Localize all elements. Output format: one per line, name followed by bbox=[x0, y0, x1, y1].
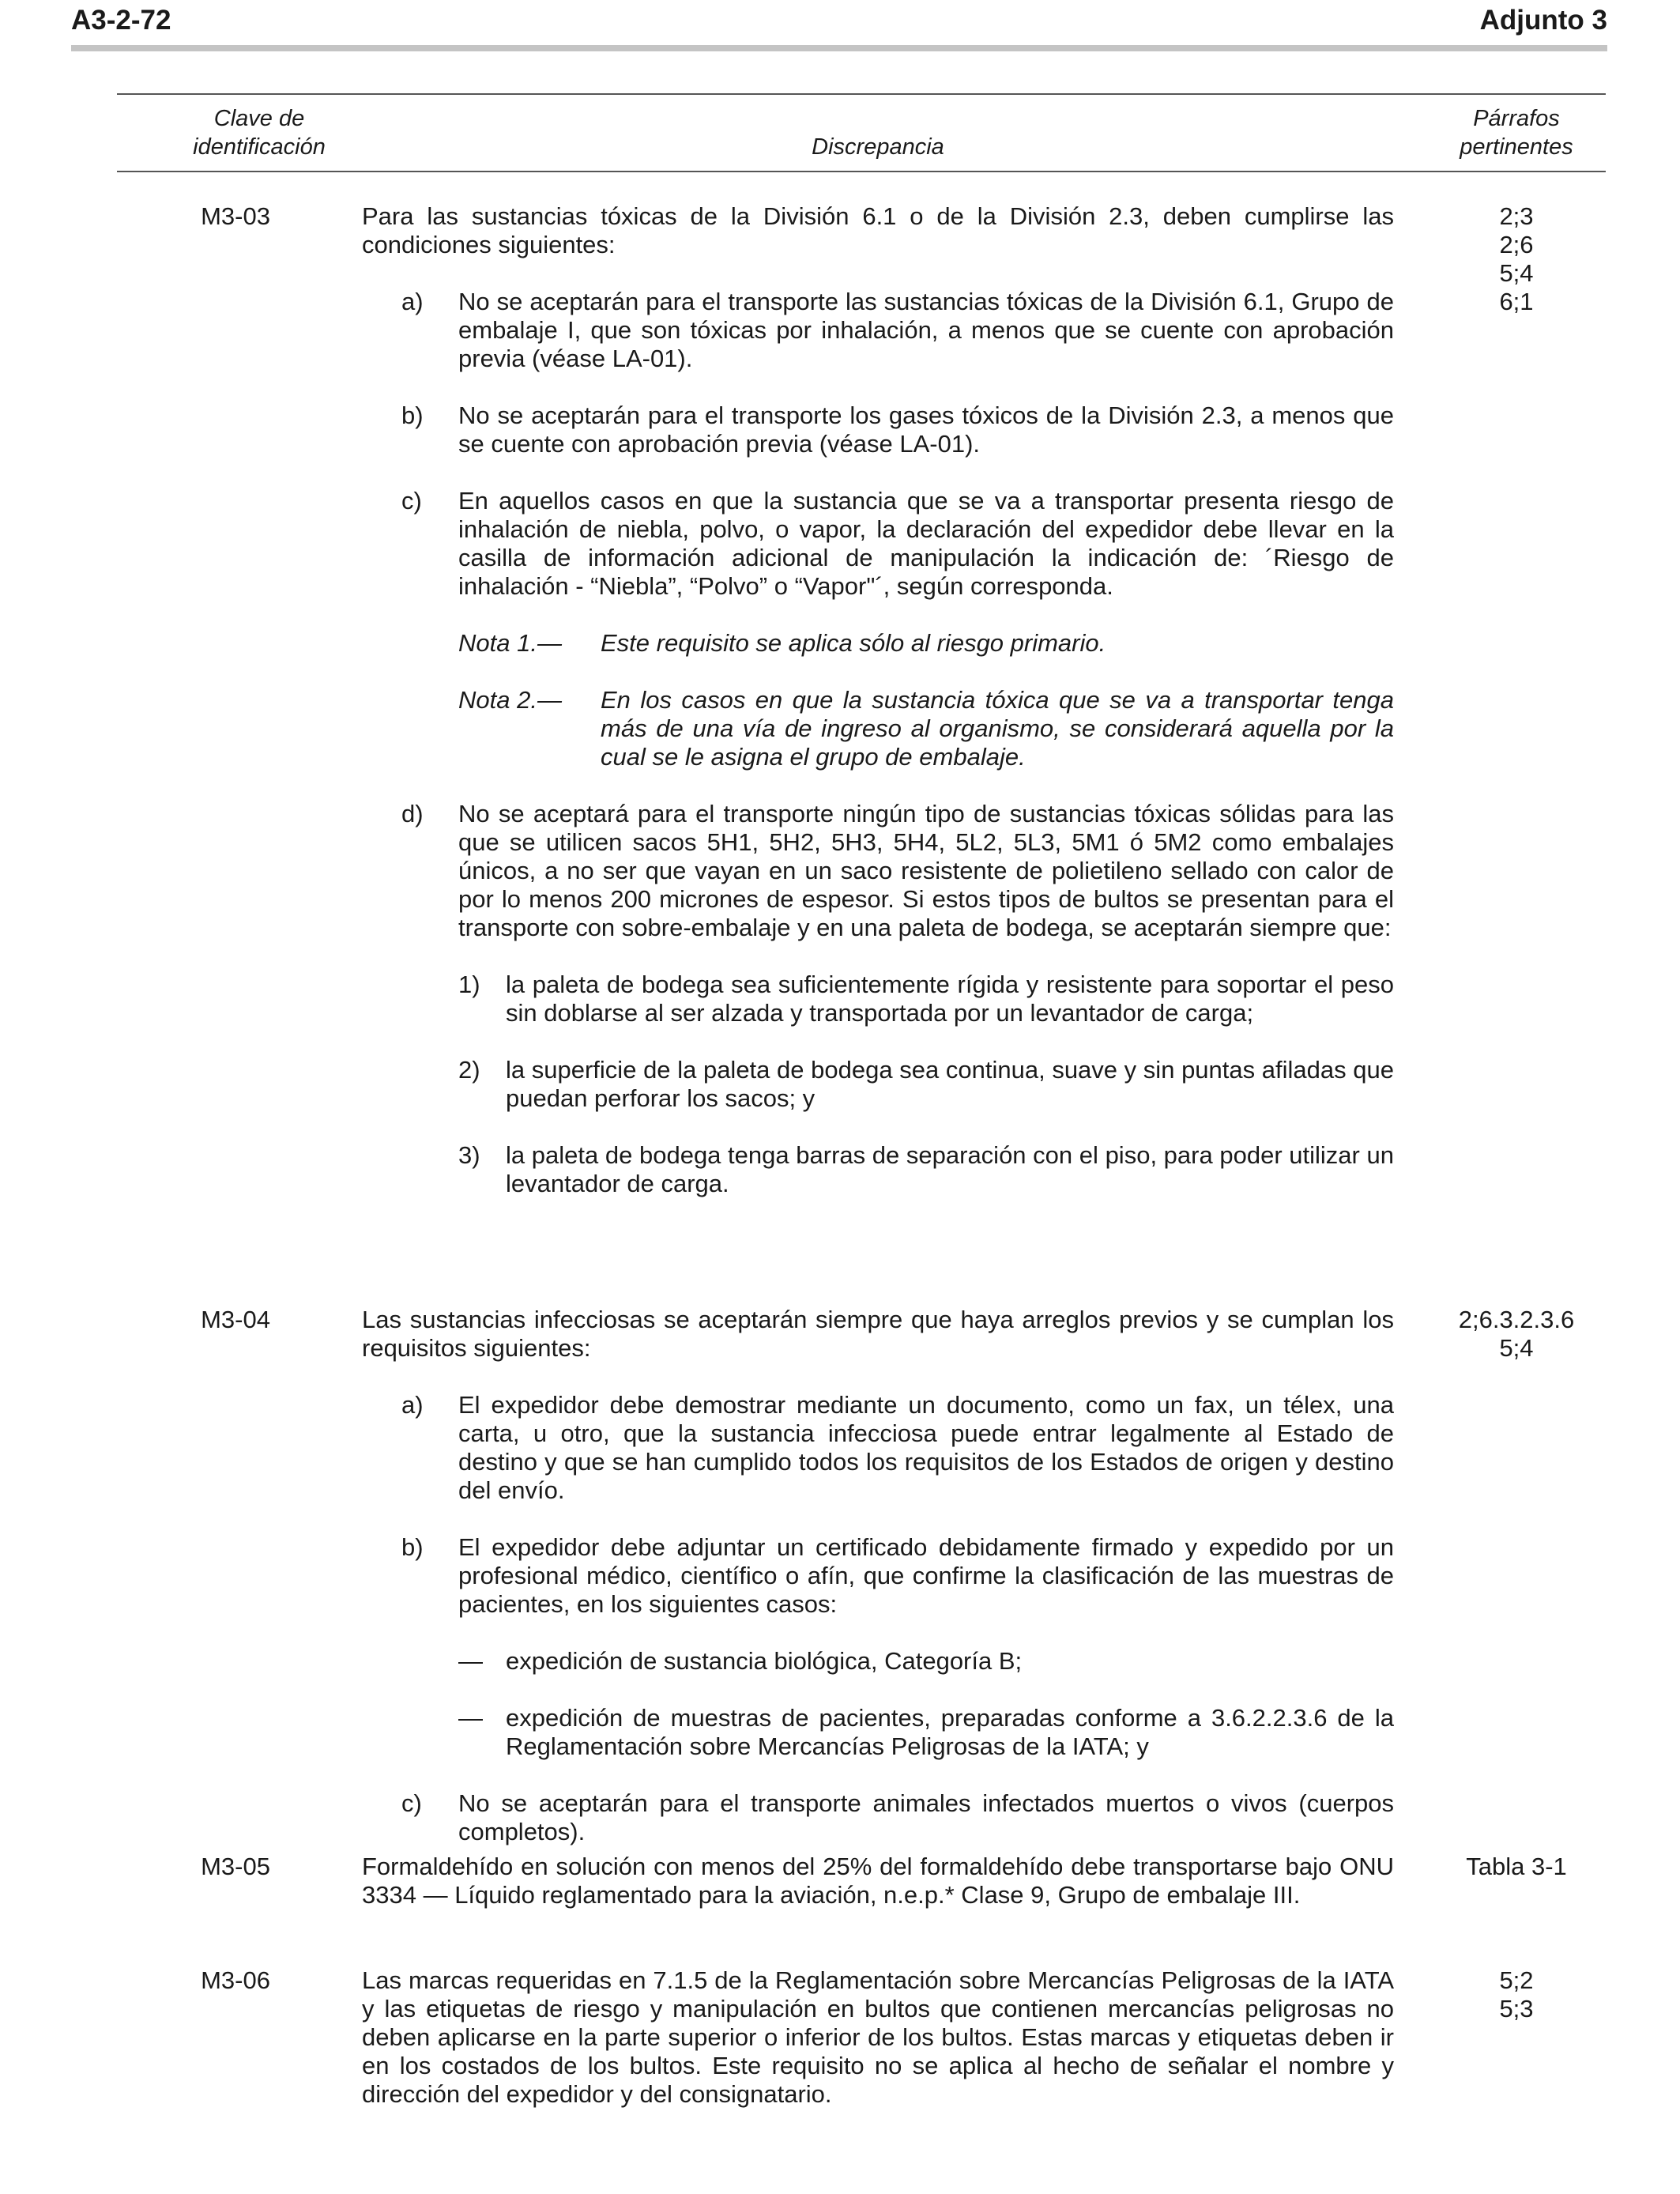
column-header-discrepancy: Discrepancia bbox=[812, 134, 944, 160]
intro-paragraph: Las marcas requeridas en 7.1.5 de la Reglamentación sobre Mercancías Peligrosas de la IATA y las etiquetas de riesgo y manipulación en bultos que contienen mercancías peligrosas no deben aplicarse en la parte superior o inferior de los bultos. Estas marcas y etiquetas deben ir en los costados de los bultos. Este requisito no se aplica al hecho de señalar el nombre y dirección del expedidor y del consignatario. bbox=[362, 1966, 1394, 2108]
dash-item: — expedición de muestras de pacientes, preparadas conforme a 3.6.2.2.3.6 de la Reglamentación sobre Mercancías Peligrosas de la IATA; y bbox=[458, 1704, 1394, 1760]
table-top-rule bbox=[117, 93, 1606, 95]
page-number: A3-2-72 bbox=[71, 5, 171, 36]
list-item: c) En aquellos casos en que la sustancia que se va a transportar presenta riesgo de inhalación de niebla, polvo, o vapor, la declaración del expedidor debe llevar en la casilla de información adicional de manipulación la indicación de: ´Riesgo de inhalación - “Niebla”, “Polvo” o “Vapor"´, según corresponda. bbox=[401, 487, 1394, 600]
sub-list-item: 1) la paleta de bodega sea suficientemente rígida y resistente para soportar el peso sin doblarse al ser alzada y transportada por un levantador de carga; bbox=[458, 971, 1394, 1027]
header-rule bbox=[71, 45, 1607, 51]
paragraph-references: Tabla 3-1 bbox=[1466, 1853, 1567, 1880]
note: Nota 2.— En los casos en que la sustancia tóxica que se va a transportar tenga más de una vía de ingreso al organismo, se considerará aquella por la cual se le asigna el grupo de embalaje. bbox=[458, 686, 1394, 771]
list-item: a) El expedidor debe demostrar mediante un documento, como un fax, un télex, una carta, u otro, que la sustancia infecciosa puede entrar legalmente al Estado de destino y que se han cumplido todos los requisitos de los Estados de origen y destino del envío. bbox=[401, 1391, 1394, 1504]
attachment-label: Adjunto 3 bbox=[1479, 5, 1607, 36]
note: Nota 1.— Este requisito se aplica sólo al riesgo primario. bbox=[458, 629, 1106, 657]
paragraph-references: 5;2 5;3 bbox=[1499, 1966, 1534, 2022]
identification-code: M3-04 bbox=[201, 1306, 270, 1333]
paragraph-references: 2;6.3.2.3.6 5;4 bbox=[1458, 1306, 1575, 1362]
column-header-key: Clave de identificación bbox=[193, 106, 326, 160]
discrepancy-text bbox=[362, 202, 1394, 1227]
discrepancy-text bbox=[362, 1853, 1394, 1909]
intro-paragraph: Formaldehído en solución con menos del 25% del formaldehído debe transportarse bajo ONU 3334 — Líquido reglamentado para la aviación, n.e.p.* Clase 9, Grupo de embalaje III. bbox=[362, 1853, 1394, 1909]
page-header bbox=[71, 0, 1607, 55]
sub-list-item: 3) la paleta de bodega tenga barras de separación con el piso, para poder utilizar un levantador de carga. bbox=[458, 1141, 1394, 1197]
discrepancy-text bbox=[362, 1966, 1394, 2109]
discrepancy-text bbox=[362, 1306, 1394, 1846]
list-item: d) No se aceptará para el transporte ningún tipo de sustancias tóxicas sólidas para las que se utilicen sacos 5H1, 5H2, 5H3, 5H4, 5L2, 5L3, 5M1 ó 5M2 como embalajes únicos, a no ser que vayan en un saco resistente de polietileno sellado con calor de por lo menos 200 micrones de espesor. Si estos tipos de bultos se presentan para el transporte con sobre-embalaje y en una paleta de bodega, se aceptarán siempre que: bbox=[401, 800, 1394, 941]
list-item: b) No se aceptarán para el transporte los gases tóxicos de la División 2.3, a menos que se cuente con aprobación previa (véase LA-01). bbox=[401, 401, 1394, 458]
identification-code: M3-05 bbox=[201, 1853, 270, 1880]
list-item: b) El expedidor debe adjuntar un certificado debidamente firmado y expedido por un profesional médico, científico o afín, que confirme la clasificación de las muestras de pacientes, en los siguientes casos: bbox=[401, 1533, 1394, 1618]
table-header-rule bbox=[117, 171, 1606, 172]
identification-code: M3-03 bbox=[201, 202, 270, 230]
intro-paragraph: Para las sustancias tóxicas de la División 6.1 o de la División 2.3, deben cumplirse las condiciones siguientes: bbox=[362, 202, 1394, 258]
sub-list-item: 2) la superficie de la paleta de bodega sea continua, suave y sin puntas afiladas que puedan perforar los sacos; y bbox=[458, 1056, 1394, 1112]
intro-paragraph: Las sustancias infecciosas se aceptarán siempre que haya arreglos previos y se cumplan los requisitos siguientes: bbox=[362, 1306, 1394, 1362]
list-item: c) No se aceptarán para el transporte animales infectados muertos o vivos (cuerpos completos). bbox=[401, 1789, 1394, 1845]
dash-item: — expedición de sustancia biológica, Categoría B; bbox=[458, 1647, 1023, 1675]
column-header-paragraphs: Párrafos pertinentes bbox=[1460, 106, 1573, 160]
identification-code: M3-06 bbox=[201, 1966, 270, 1994]
list-item: a) No se aceptarán para el transporte las sustancias tóxicas de la División 6.1, Grupo de embalaje I, que son tóxicas por inhalación, a menos que se cuente con aprobación previa (véase LA-01). bbox=[401, 288, 1394, 372]
paragraph-references: 2;3 2;6 5;4 6;1 bbox=[1499, 202, 1534, 315]
